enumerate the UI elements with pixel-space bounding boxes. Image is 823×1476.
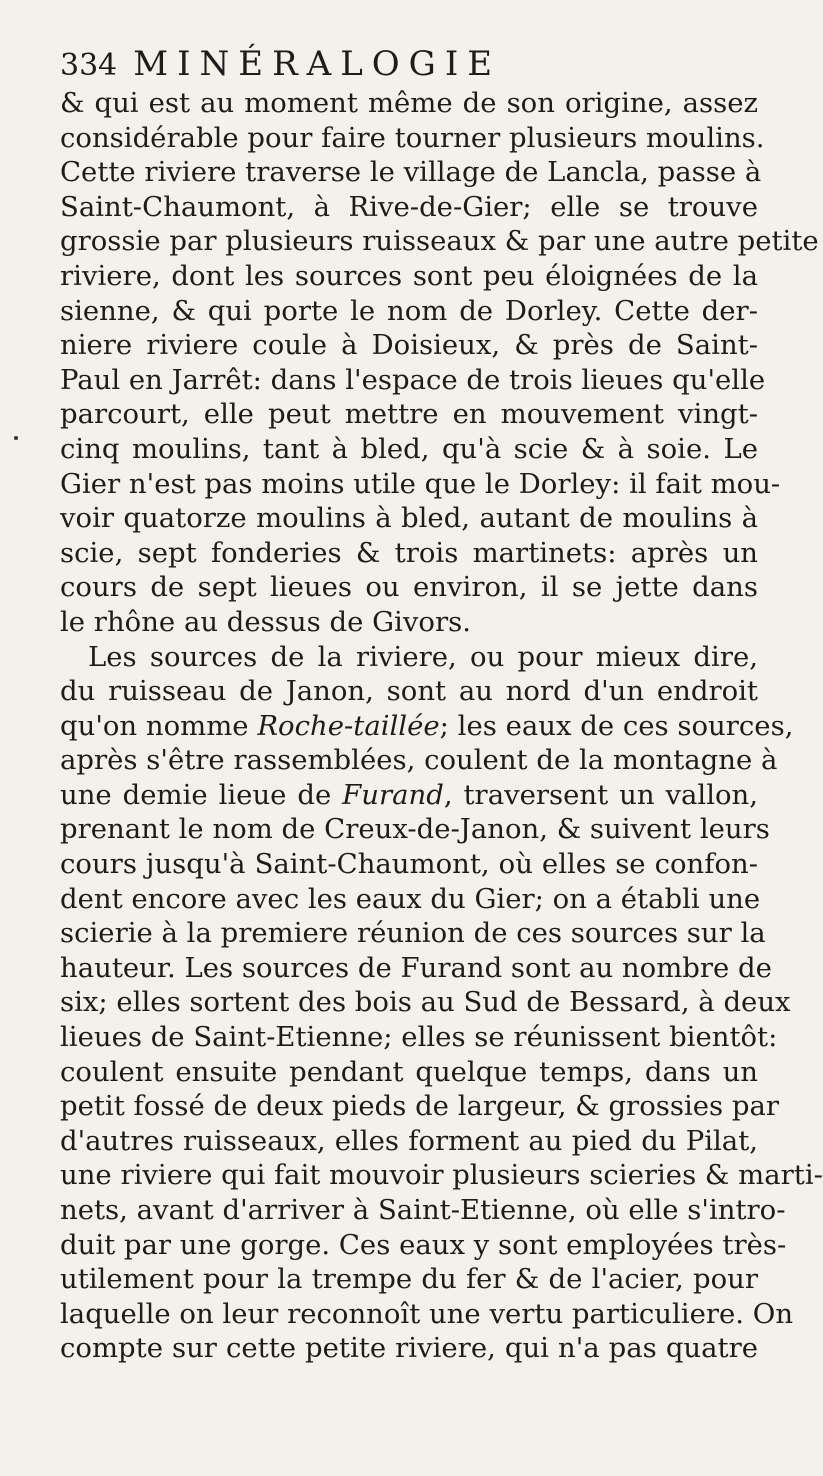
text-line: Paul en Jarrêt: dans l'espace de trois lieues qu'elle xyxy=(60,363,766,396)
ink-speck xyxy=(14,436,18,440)
text-run: une demie lieue de xyxy=(60,778,343,811)
text-line: cours jusqu'à Saint-Chaumont, où elles se confon- xyxy=(60,848,758,881)
text-line: coulent ensuite pendant quelque temps, dans un xyxy=(60,1055,758,1088)
text-line: scierie à la premiere réunion de ces sources sur la xyxy=(60,917,766,950)
text-line xyxy=(60,778,758,813)
text-line: cinq moulins, tant à bled, qu'à scie & à soie. Le xyxy=(60,432,758,465)
italic-place-name: Roche-taillée xyxy=(257,709,440,742)
text-line: laquelle on leur reconnoît une vertu particuliere. On xyxy=(60,1297,794,1330)
text-line: hauteur. Les sources de Furand sont au nombre de xyxy=(60,951,772,984)
page-header xyxy=(60,44,758,84)
text-line: scie, sept fonderies & trois martinets: après un xyxy=(60,536,758,569)
text-line: sienne, & qui porte le nom de Dorley. Cette der- xyxy=(60,294,758,327)
text-run: ; les eaux de ces sources, xyxy=(439,709,794,742)
running-title: MINÉRALOGIE xyxy=(133,44,502,84)
text-line: petit fossé de deux pieds de largeur, & grossies par xyxy=(60,1090,780,1123)
text-run: qu'on nomme xyxy=(60,709,258,742)
text-line: compte sur cette petite riviere, qui n'a pas quatre xyxy=(60,1332,758,1365)
text-line: après s'être rassemblées, coulent de la montagne à xyxy=(60,744,778,777)
italic-place-name: Furand xyxy=(342,778,444,811)
text-line: & qui est au moment même de son origine, assez xyxy=(60,87,758,119)
text-line: Gier n'est pas moins utile que le Dorley: il fait mou- xyxy=(60,467,781,500)
text-line: utilement pour la trempe du fer & de l'acier, pour xyxy=(60,1263,758,1296)
text-line: dent encore avec les eaux du Gier; on a établi une xyxy=(60,882,761,915)
paragraph-2 xyxy=(60,640,823,1366)
text-line: grossie par plusieurs ruisseaux & par une autre petite xyxy=(60,225,819,258)
text-line: lieues de Saint-Etienne; elles se réunissent bientôt: xyxy=(60,1021,778,1054)
paragraph-1 xyxy=(60,86,819,640)
text-line: Cette riviere traverse le village de Lancla, passe à xyxy=(60,156,762,189)
text-line: le rhône au dessus de Givors. xyxy=(60,605,471,638)
text-line: niere riviere coule à Doisieux, & près de Saint- xyxy=(60,329,758,362)
text-line: d'autres ruisseaux, elles forment au pied du Pilat, xyxy=(60,1124,758,1157)
text-line xyxy=(60,709,794,744)
text-line: six; elles sortent des bois au Sud de Bessard, à deux xyxy=(60,986,791,1019)
text-line: Saint-Chaumont, à Rive-de-Gier; elle se trouve xyxy=(60,190,758,223)
text-line: considérable pour faire tourner plusieurs moulins. xyxy=(60,121,765,154)
text-line: une riviere qui fait mouvoir plusieurs scieries & marti- xyxy=(60,1159,823,1192)
text-line: prenant le nom de Creux-de-Janon, & suivent leurs xyxy=(60,813,770,846)
text-line: voir quatorze moulins à bled, autant de moulins à xyxy=(60,502,758,535)
text-line: parcourt, elle peut mettre en mouvement vingt- xyxy=(60,398,758,431)
text-line: riviere, dont les sources sont peu éloignées de la xyxy=(60,259,758,292)
text-line: cours de sept lieues ou environ, il se jette dans xyxy=(60,571,758,604)
page-number: 334 xyxy=(60,48,118,83)
text-line: duit par une gorge. Ces eaux y sont employées très- xyxy=(60,1228,787,1261)
text-run: , traversent un vallon, xyxy=(443,778,758,811)
text-line: nets, avant d'arriver à Saint-Etienne, où elle s'intro- xyxy=(60,1194,786,1226)
text-line: du ruisseau de Janon, sont au nord d'un endroit xyxy=(60,675,758,708)
text-line: Les sources de la riviere, ou pour mieux dire, xyxy=(88,640,758,673)
